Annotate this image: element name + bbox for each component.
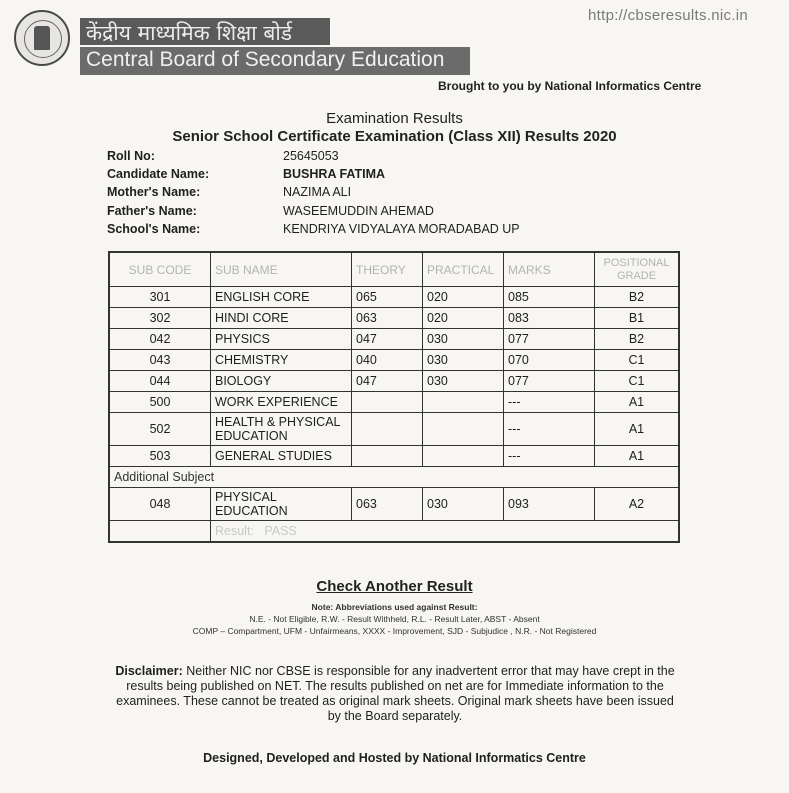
school-name-value: KENDRIYA VIDYALAYA MORADABAD UP: [283, 222, 520, 236]
additional-subject-label: Additional Subject: [109, 467, 679, 488]
practical-marks: 030: [423, 488, 504, 521]
result-row: [109, 521, 679, 543]
total-marks: 077: [504, 371, 595, 392]
header-theory: THEORY: [352, 252, 423, 287]
brought-by-text: Brought to you by National Informatics Centre: [438, 79, 702, 93]
header-marks: MARKS: [504, 252, 595, 287]
candidate-name-value: BUSHRA FATIMA: [283, 167, 386, 181]
mother-name-label: Mother's Name:: [107, 185, 201, 199]
additional-subject-row: [109, 467, 679, 488]
theory-marks: 040: [352, 350, 423, 371]
mother-name-value: NAZIMA ALI: [283, 185, 352, 199]
theory-marks: [352, 446, 423, 467]
footer-credit: Designed, Developed and Hosted by National Informatics Centre: [203, 751, 586, 765]
table-row: [109, 488, 679, 521]
sub-code: 301: [109, 287, 211, 308]
sub-name: [211, 488, 352, 521]
cbse-logo: [14, 10, 70, 66]
candidate-name-label: Candidate Name:: [107, 167, 210, 181]
marks-table: [108, 251, 680, 543]
disclaimer-label: Disclaimer:: [115, 664, 183, 678]
table-row: [109, 392, 679, 413]
table-header-row: [109, 252, 679, 287]
theory-marks: [352, 413, 423, 446]
site-url: http://cbseresults.nic.in: [588, 7, 749, 24]
table-row: [109, 287, 679, 308]
grade: B2: [595, 329, 680, 350]
header-grade-line2: GRADE: [616, 269, 657, 282]
grade: A1: [595, 392, 680, 413]
abbreviations-line-1: N.E. - Not Eligible, R.W. - Result Withheld, R.L. - Result Later, ABST - Absent: [249, 614, 540, 624]
theory-marks: 063: [352, 308, 423, 329]
grade: A1: [595, 446, 680, 467]
grade: C1: [595, 350, 680, 371]
total-marks: 083: [504, 308, 595, 329]
theory-marks: 047: [352, 371, 423, 392]
grade: B2: [595, 287, 680, 308]
sub-name: ENGLISH CORE: [211, 287, 352, 308]
total-marks: 085: [504, 287, 595, 308]
total-marks: ---: [504, 413, 595, 446]
sub-name-line1: PHYSICAL: [215, 490, 277, 504]
roll-label: Roll No:: [107, 149, 155, 163]
table-row: [109, 446, 679, 467]
sub-name-line1: HEALTH & PHYSICAL: [215, 415, 341, 429]
sub-name: PHYSICS: [211, 329, 352, 350]
roll-value: 25645053: [283, 149, 339, 163]
hindi-title: केंद्रीय माध्यमिक शिक्षा बोर्ड: [86, 21, 293, 45]
father-name-label: Father's Name:: [107, 204, 197, 218]
practical-marks: 020: [423, 308, 504, 329]
grade: A2: [595, 488, 680, 521]
sub-code: 048: [109, 488, 211, 521]
practical-marks: [423, 392, 504, 413]
sub-code: 500: [109, 392, 211, 413]
total-marks: 093: [504, 488, 595, 521]
disclaimer: [110, 664, 680, 724]
total-marks: 070: [504, 350, 595, 371]
sub-code: 302: [109, 308, 211, 329]
sub-name: HINDI CORE: [211, 308, 352, 329]
sub-name-line2: EDUCATION: [215, 429, 288, 443]
practical-marks: [423, 446, 504, 467]
theory-marks: 065: [352, 287, 423, 308]
header-sub-code: SUB CODE: [109, 252, 211, 287]
theory-marks: 063: [352, 488, 423, 521]
school-name-label: School's Name:: [107, 222, 201, 236]
practical-marks: [423, 413, 504, 446]
grade: B1: [595, 308, 680, 329]
sub-name: GENERAL STUDIES: [211, 446, 352, 467]
total-marks: 077: [504, 329, 595, 350]
exam-title: Examination Results: [326, 110, 463, 127]
total-marks: ---: [504, 392, 595, 413]
practical-marks: 030: [423, 329, 504, 350]
sub-code: 502: [109, 413, 211, 446]
theory-marks: 047: [352, 329, 423, 350]
check-another-result-link[interactable]: Check Another Result: [316, 578, 473, 595]
table-row: [109, 308, 679, 329]
total-marks: ---: [504, 446, 595, 467]
emblem-icon: [34, 26, 50, 50]
header-grade: [595, 252, 680, 287]
grade: A1: [595, 413, 680, 446]
father-name-value: WASEEMUDDIN AHEMAD: [283, 204, 434, 218]
result-value: PASS: [264, 524, 297, 538]
table-row: [109, 371, 679, 392]
exam-subtitle: Senior School Certificate Examination (Class XII) Results 2020: [172, 128, 617, 145]
result-label: Result:: [215, 524, 254, 538]
header-grade-line1: POSITIONAL: [603, 256, 670, 269]
table-row: [109, 329, 679, 350]
sub-name: BIOLOGY: [211, 371, 352, 392]
result-cell: [211, 521, 680, 543]
table-row: [109, 350, 679, 371]
abbreviations-note-title: Note: Abbreviations used against Result:: [311, 602, 478, 612]
practical-marks: 030: [423, 371, 504, 392]
abbreviations-line-2: COMP – Compartment, UFM - Unfairmeans, XXXX - Improvement, SJD - Subjudice , N.R. - Not Registered: [192, 626, 597, 636]
sub-name: CHEMISTRY: [211, 350, 352, 371]
sub-code: 503: [109, 446, 211, 467]
sub-code: 043: [109, 350, 211, 371]
header-sub-name: SUB NAME: [211, 252, 352, 287]
english-title: Central Board of Secondary Education: [86, 48, 445, 71]
sub-name: WORK EXPERIENCE: [211, 392, 352, 413]
table-row: [109, 413, 679, 446]
theory-marks: [352, 392, 423, 413]
practical-marks: 030: [423, 350, 504, 371]
sub-name-line2: EDUCATION: [215, 504, 288, 518]
header-practical: PRACTICAL: [423, 252, 504, 287]
disclaimer-text: Neither NIC nor CBSE is responsible for any inadvertent error that may have crept in the results being published on NET. The results published on net are for Immediate information to the examinees. These cannot be treated as original mark sheets. Original mark sheets have been issued by the Board separately.: [116, 664, 675, 723]
sub-code: 042: [109, 329, 211, 350]
sub-code: 044: [109, 371, 211, 392]
result-empty-cell: [109, 521, 211, 543]
grade: C1: [595, 371, 680, 392]
practical-marks: 020: [423, 287, 504, 308]
sub-name: [211, 413, 352, 446]
